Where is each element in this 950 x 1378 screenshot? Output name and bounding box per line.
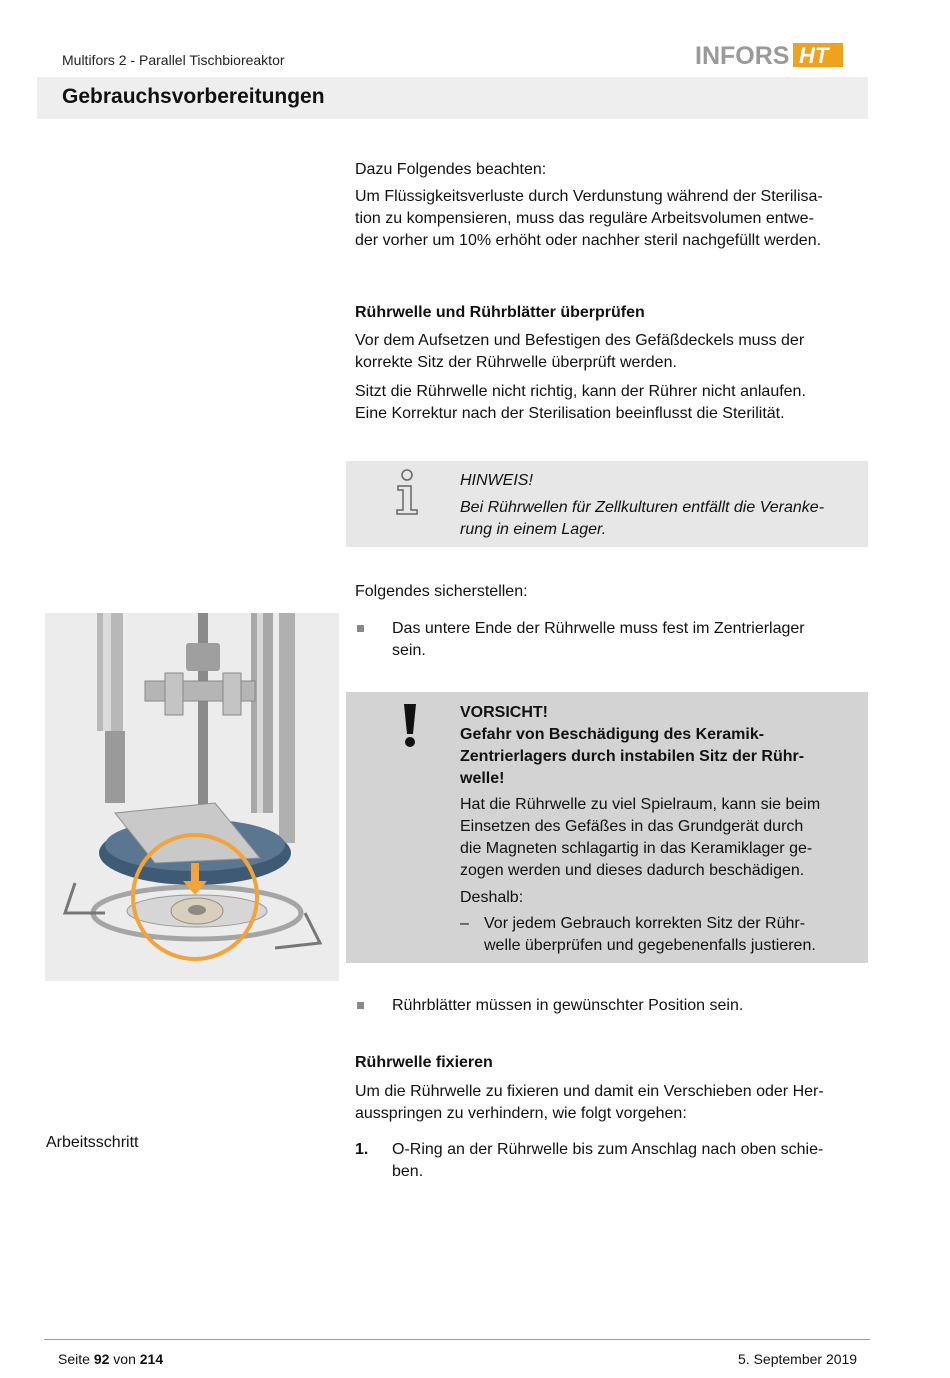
step-number: 1. [355, 1141, 369, 1158]
caution-dash-line-1: Vor jedem Gebrauch korrekten Sitz der Rühr- [484, 915, 806, 932]
caution-dash: – [460, 915, 469, 932]
notice-title: HINWEIS! [460, 472, 533, 489]
page-prefix: Seite [58, 1351, 94, 1367]
caution-therefore: Deshalb: [460, 889, 524, 906]
document-title: Multifors 2 - Parallel Tischbioreaktor [62, 52, 285, 68]
check-para1-line-1: Vor dem Aufsetzen und Befestigen des Gefäßdeckels muss der [355, 332, 805, 349]
fix-heading: Rührwelle fixieren [355, 1054, 493, 1071]
intro-line-1: Um Flüssigkeitsverluste durch Verdunstung während der Sterilisa- [355, 188, 823, 205]
notice-line-2: rung in einem Lager. [460, 521, 607, 538]
page-current: 92 [93, 1351, 110, 1367]
side-label-arbeitsschritt: Arbeitsschritt [46, 1134, 139, 1151]
check-para2-line-2: Eine Korrektur nach der Sterilisation beeinflusst die Sterilität. [355, 405, 785, 422]
caution-heading-line-3: welle! [460, 770, 505, 787]
page-indicator [58, 1351, 163, 1367]
bullet-square-icon [357, 625, 364, 632]
notice-line-1: Bei Rührwellen für Zellkulturen entfällt die Veranke- [460, 499, 825, 516]
caution-heading-line-1: Gefahr von Beschädigung des Keramik- [460, 726, 765, 743]
check-para2-line-1: Sitzt die Rührwelle nicht richtig, kann der Rührer nicht anlaufen. [355, 383, 806, 400]
caution-title: VORSICHT! [460, 704, 548, 721]
logo-text-ht: HT [799, 43, 829, 68]
page-mid: von [109, 1351, 140, 1367]
info-icon [392, 468, 422, 516]
ensure-bullet1-line-2: sein. [392, 642, 426, 659]
caution-body-line-2: Einsetzen des Gefäßes in das Grundgerät durch [460, 818, 804, 835]
intro-line-3: der vorher um 10% erhöht oder nachher steril nachgefüllt werden. [355, 232, 822, 249]
logo-text-infors: INFORS [695, 42, 790, 70]
step-line-2: ben. [392, 1163, 424, 1180]
footer-divider [44, 1339, 870, 1340]
ensure-bullet1-line-1: Das untere Ende der Rührwelle muss fest im Zentrierlager [392, 620, 805, 637]
exclamation-icon [400, 702, 420, 748]
ensure-bullet2: Rührblätter müssen in gewünschter Position sein. [392, 997, 744, 1014]
footer-date: 5. September 2019 [738, 1351, 858, 1367]
caution-dash-line-2: welle überprüfen und gegebenenfalls justieren. [484, 937, 816, 954]
caution-body-line-4: zogen werden und dieses dadurch beschädigen. [460, 862, 805, 879]
ensure-label: Folgendes sicherstellen: [355, 583, 528, 600]
caution-heading-line-2: Zentrierlagers durch instabilen Sitz der Rühr- [460, 748, 805, 765]
step-line-1: O-Ring an der Rührwelle bis zum Anschlag nach oben schie- [392, 1141, 824, 1158]
infors-ht-logo [695, 40, 845, 70]
section-title: Gebrauchsvorbereitungen [62, 85, 325, 108]
caution-body-line-3: die Magneten schlagartig in das Keramiklager ge- [460, 840, 813, 857]
intro-label: Dazu Folgendes beachten: [355, 161, 547, 178]
fix-line-1: Um die Rührwelle zu fixieren und damit ein Verschieben oder Her- [355, 1083, 824, 1100]
intro-line-2: tion zu kompensieren, muss das reguläre Arbeitsvolumen entwe- [355, 210, 814, 227]
bullet-square-icon [357, 1002, 364, 1009]
stirrer-shaft-photo [45, 613, 339, 981]
fix-line-2: ausspringen zu verhindern, wie folgt vorgehen: [355, 1105, 687, 1122]
check-para1-line-2: korrekte Sitz der Rührwelle überprüft werden. [355, 354, 677, 371]
page-total: 214 [139, 1351, 164, 1367]
caution-body-line-1: Hat die Rührwelle zu viel Spielraum, kann sie beim [460, 796, 821, 813]
check-heading: Rührwelle und Rührblätter überprüfen [355, 304, 645, 321]
